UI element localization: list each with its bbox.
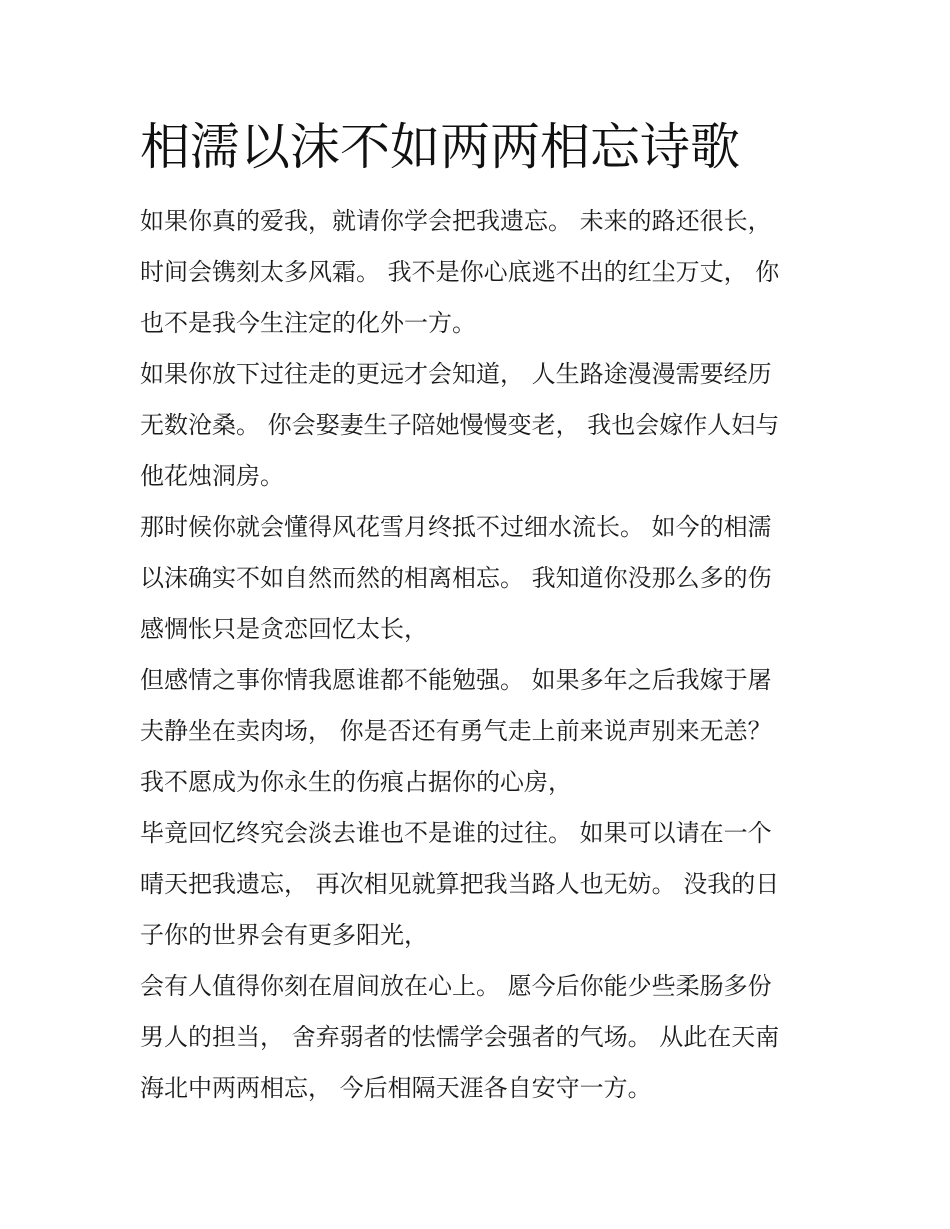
text-line: 子你的世界会有更多阳光， [140, 921, 428, 949]
text-line: 也不是我今生注定的化外一方。 [140, 309, 476, 337]
text-line: 无数沧桑。 你会娶妻生子陪她慢慢变老， 我也会嫁作人妇与 [140, 411, 780, 439]
text-line: 那时候你就会懂得风花雪月终抵不过细水流长。 如今的相濡 [140, 513, 772, 541]
page-title: 相濡以沫不如两两相忘诗歌 [140, 118, 740, 176]
text-line: 时间会镌刻太多风霜。 我不是你心底逃不出的红尘万丈， 你 [140, 258, 780, 286]
text-line: 他花烛洞房。 [140, 462, 284, 490]
text-line: 毕竟回忆终究会淡去谁也不是谁的过往。 如果可以请在一个 [140, 819, 772, 847]
text-line: 感惆怅只是贪恋回忆太长， [140, 615, 428, 643]
text-line: 晴天把我遗忘， 再次相见就算把我当路人也无妨。 没我的日 [140, 870, 780, 898]
text-line: 如果你真的爱我，就请你学会把我遗忘。 未来的路还很长， [140, 207, 772, 235]
text-line: 以沫确实不如自然而然的相离相忘。 我知道你没那么多的伤 [140, 564, 772, 592]
text-line: 男人的担当， 舍弃弱者的怯懦学会强者的气场。 从此在天南 [140, 1023, 780, 1051]
text-line: 夫静坐在卖肉场， 你是否还有勇气走上前来说声别来无恙？ [140, 717, 772, 745]
text-line: 但感情之事你情我愿谁都不能勉强。 如果多年之后我嫁于屠 [140, 666, 772, 694]
text-line: 如果你放下过往走的更远才会知道， 人生路途漫漫需要经历 [140, 360, 772, 388]
text-line: 我不愿成为你永生的伤痕占据你的心房， [140, 768, 572, 796]
text-line: 海北中两两相忘， 今后相隔天涯各自安守一方。 [140, 1074, 652, 1102]
text-line: 会有人值得你刻在眉间放在心上。 愿今后你能少些柔肠多份 [140, 972, 772, 1000]
